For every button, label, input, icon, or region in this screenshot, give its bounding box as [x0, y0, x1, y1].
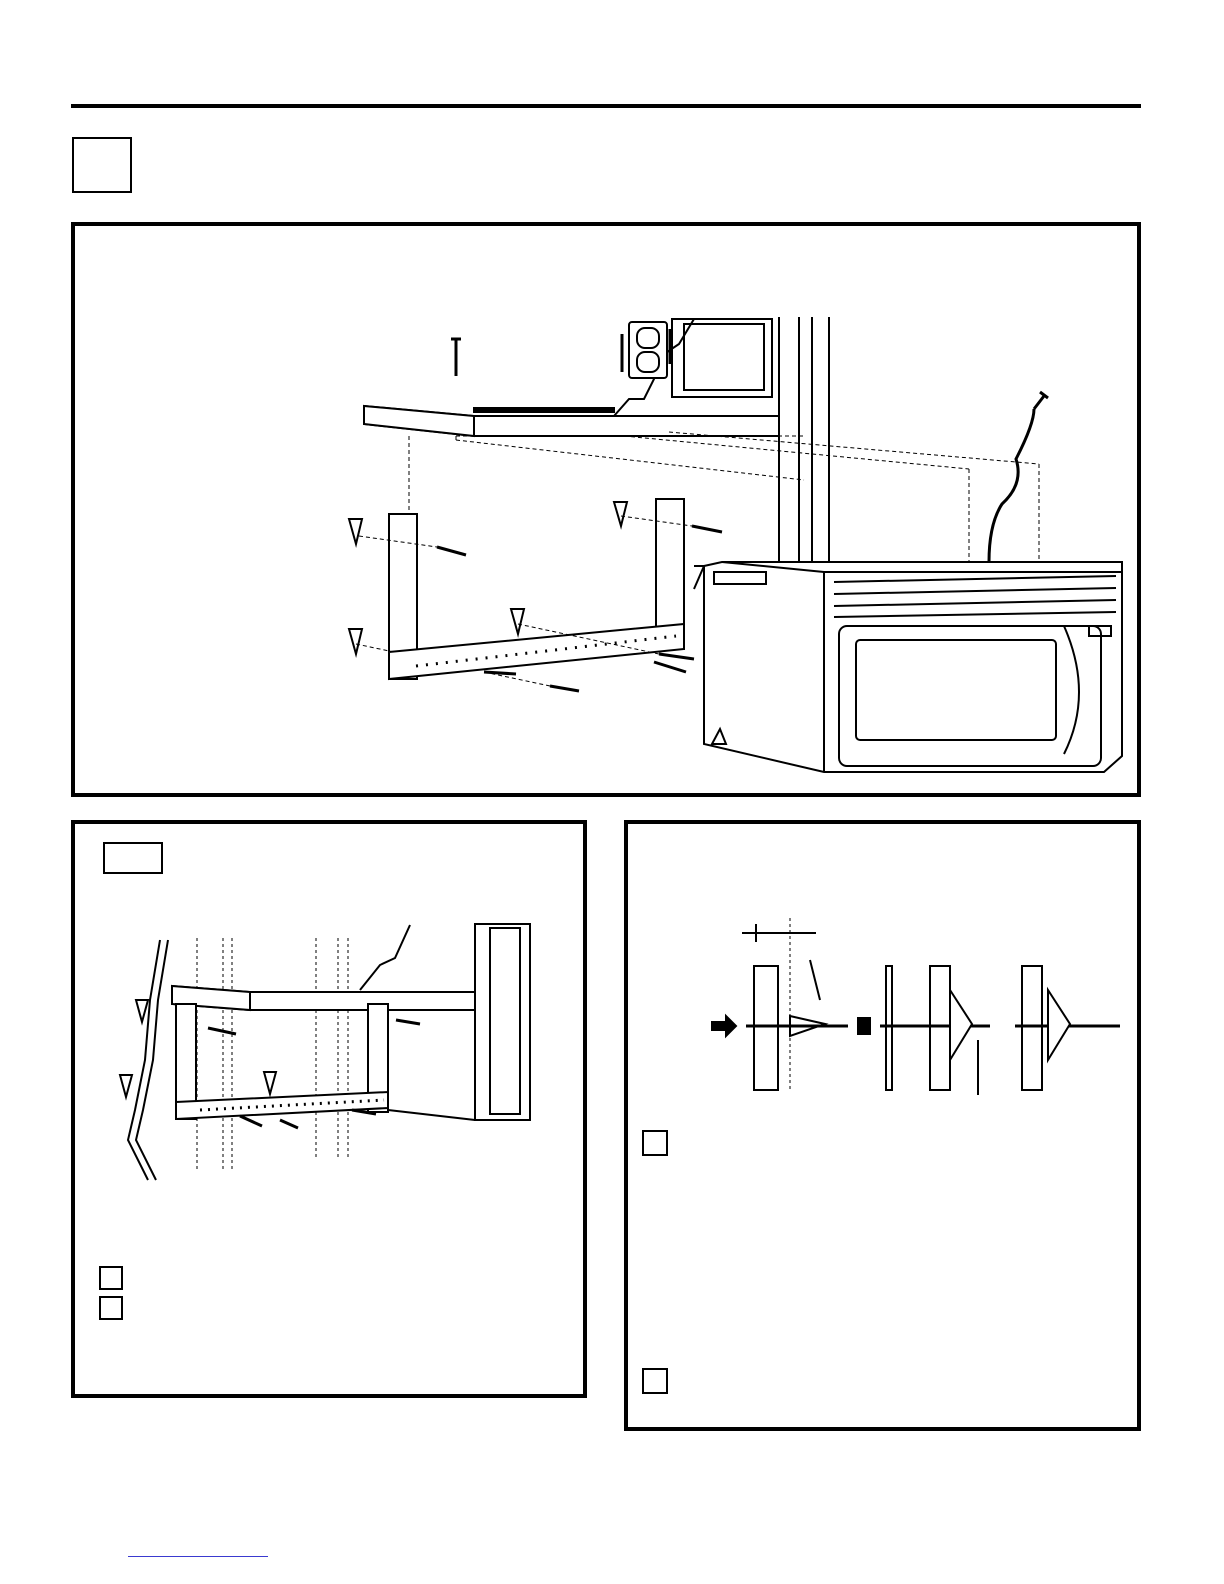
main-illustration-panel [71, 222, 1141, 797]
mounting-plate-icon [176, 1004, 388, 1119]
step-number-box [72, 137, 132, 193]
toggle-bolt-install-diagram [628, 824, 1137, 1427]
right-detail-panel [624, 820, 1141, 1431]
microwave-mounting-illustration [75, 226, 1137, 793]
page-link-underline[interactable] [128, 1556, 268, 1557]
checkbox-1 [99, 1266, 123, 1290]
mounting-plate-icon [389, 499, 684, 679]
wall-cabinet-icon [172, 924, 530, 1120]
checkbox-2 [642, 1368, 668, 1394]
wall-edge-icon [128, 940, 160, 1180]
checkbox-2 [99, 1296, 123, 1320]
electrical-outlet-icon [629, 322, 667, 378]
page-rule [71, 104, 1141, 108]
wall-section-icon [754, 966, 1042, 1090]
wall-cabinet-icon [364, 319, 779, 436]
left-detail-panel [71, 820, 587, 1398]
checkbox-1 [642, 1130, 668, 1156]
alternate-mounting-illustration [75, 824, 583, 1394]
microwave-oven-icon [694, 562, 1122, 772]
toggle-bolt-icon [120, 1000, 276, 1097]
